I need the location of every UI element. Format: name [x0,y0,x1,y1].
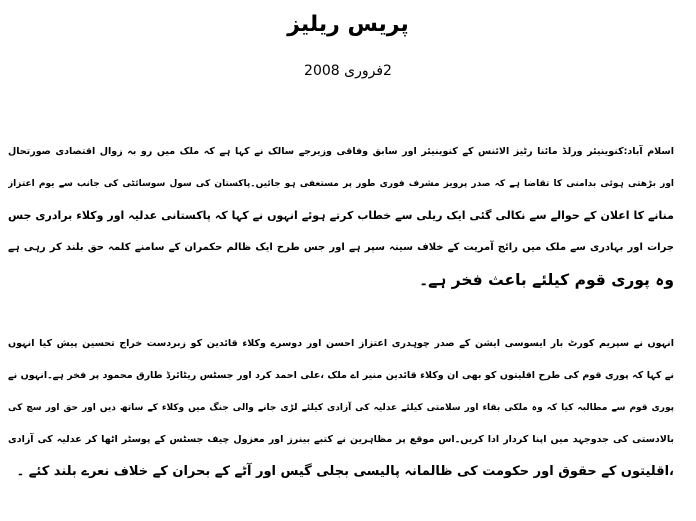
paragraph-line: اسلام آباد:کنوینیئر ورلڈ مائنا رٹیز الائنس کے کنوینیئر اور سابق وفاقی وزیرجے سالک نے کہا ہے کہ ملک میں رو بہ زوال اقتصادی صورتحال [8,146,674,157]
paragraph-line: جرات اور بہادری سے ملک میں رائج آمریت کے خلاف سینہ سپر ہے اور جس طرح ایک ظالم حکمران کے سامنے کلمہ حق بلند کر رہی ہے [8,242,674,253]
paragraph-line: پوری قوم سے مطالبہ کیا کہ وہ ملکی بقاء اور سلامتی کیلئے عدلیہ کی آزادی کیلئے لڑی جانے والی جنگ میں وکلاء کے ساتھ دیں اور حق اور سچ کی [8,403,674,413]
paragraph-2 [8,328,674,488]
paragraph-line: نے کہا کہ پوری قوم کی طرح اقلیتوں کو بھی ان وکلاء قائدین منیر اے ملک ،علی احمد کرد اور جسٹس ریٹائرڈ طارق محمود پر فخر ہے۔انہوں نے [8,370,674,381]
paragraph-line: انہوں نے سپریم کورٹ بار ایسوسی ایشن کے صدر چوہدری اعتزاز احسن اور دوسرے وکلاء قائدین کو زبردست خراج تحسین پیش کیا انہوں [8,338,674,349]
paragraph-line: بالادستی کی جدوجہد میں اپنا کردار ادا کریں۔اس موقع پر مظاہرین نے کتبے بینرز اور معزول چیف جسٹس کے پوسٹر اٹھا کر عدلیہ کی آزادی [8,434,674,445]
paragraph-1 [8,136,674,296]
paragraph-line: اور بڑھتی ہوئی بدامنی کا تقاضا ہے کہ صدر پرویز مشرف فوری طور پر مستعفی ہو جائیں۔پاکستان کی سول سوسائٹی کی جانب سے یوم اعتزاز [8,179,674,189]
paragraph-line: ،اقلیتوں کے حقوق اور حکومت کی ظالمانہ پالیسی بجلی گیس اور آٹے کے بحران کے خلاف نعرے بلند کئے ۔ [16,464,674,479]
release-date: 2فروری 2008 [304,63,392,79]
paragraph-line: وہ پوری قوم کیلئے باعث فخر ہے۔ [419,271,674,289]
page-title: پریس ریلیز [287,12,409,37]
paragraph-line: منانے کا اعلان کے حوالے سے نکالی گئی ایک ریلی سے خطاب کرتے ہوئے انہوں نے کہا کہ پاکستانی عدلیہ اور وکلاء برادری جس [8,209,674,222]
